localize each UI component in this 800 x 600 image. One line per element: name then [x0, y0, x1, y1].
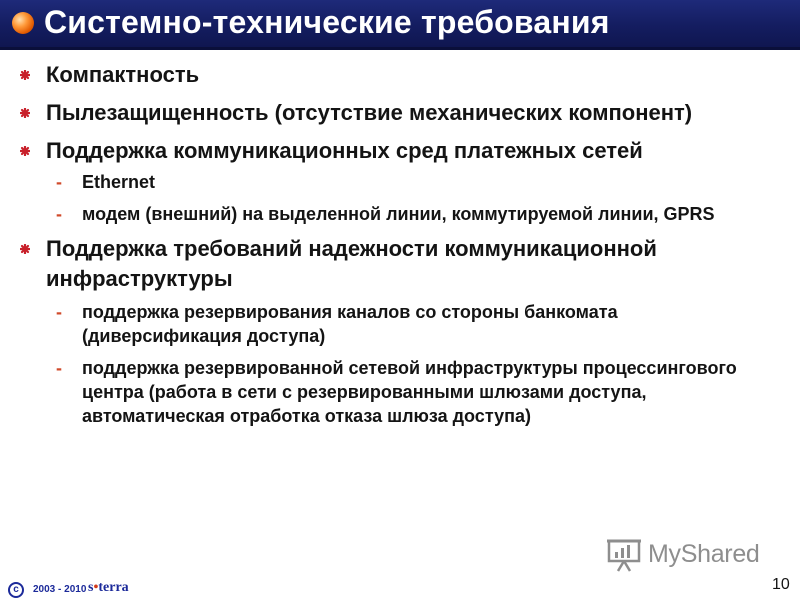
- brand-dot: •: [93, 580, 99, 595]
- brand-s: s: [88, 580, 94, 595]
- brand-rest: terra: [98, 580, 129, 595]
- sub-item-text: поддержка резервированной сетевой инфраструктуры процессингового центра (работа в сети с резервированными шлюзами доступа, автоматическая отработка отказа шлюза доступа): [82, 358, 737, 426]
- bullet-text: Компактность: [46, 62, 200, 87]
- copyright-icon: c: [8, 582, 24, 598]
- slide-content: [0, 60, 800, 428]
- bullet-item: [46, 98, 776, 128]
- dash-marker: -: [56, 358, 62, 378]
- title-bar: [0, 0, 800, 50]
- sub-item: [56, 356, 772, 428]
- sub-item: [56, 170, 772, 194]
- page-number: 10: [772, 576, 790, 593]
- slide-title: Системно-технические требования: [44, 4, 610, 40]
- bullet-text: Поддержка требований надежности коммуникационной инфраструктуры: [46, 236, 657, 291]
- sub-item-text: модем (внешний) на выделенной линии, коммутируемой линии, GPRS: [82, 204, 715, 224]
- dash-marker: -: [56, 204, 62, 224]
- bullet-text: Пылезащищенность (отсутствие механических компонент): [46, 100, 693, 125]
- dash-marker: -: [56, 172, 62, 192]
- bullet-item: [46, 136, 776, 166]
- dash-marker: -: [56, 302, 62, 322]
- sub-item: [56, 300, 772, 348]
- myshared-logo: [606, 538, 766, 572]
- bullet-text: Поддержка коммуникационных сред платежных сетей: [46, 138, 643, 163]
- starburst-bullet-icon: [20, 108, 30, 118]
- brand-logo: [88, 580, 129, 596]
- starburst-bullet-icon: [20, 244, 30, 254]
- sub-item: [56, 202, 772, 226]
- sub-item-text: поддержка резервирования каналов со стороны банкомата (диверсификация доступа): [82, 302, 618, 346]
- bullet-item: [46, 234, 776, 294]
- logo-text: MyShared: [648, 540, 760, 568]
- presentation-board-icon: [606, 538, 642, 572]
- bullet-item: [46, 60, 776, 90]
- sub-item-text: Ethernet: [82, 172, 156, 192]
- orange-sphere-icon: [12, 12, 34, 34]
- starburst-bullet-icon: [20, 146, 30, 156]
- starburst-bullet-icon: [20, 70, 30, 80]
- copyright-years: 2003 - 2010: [33, 584, 87, 595]
